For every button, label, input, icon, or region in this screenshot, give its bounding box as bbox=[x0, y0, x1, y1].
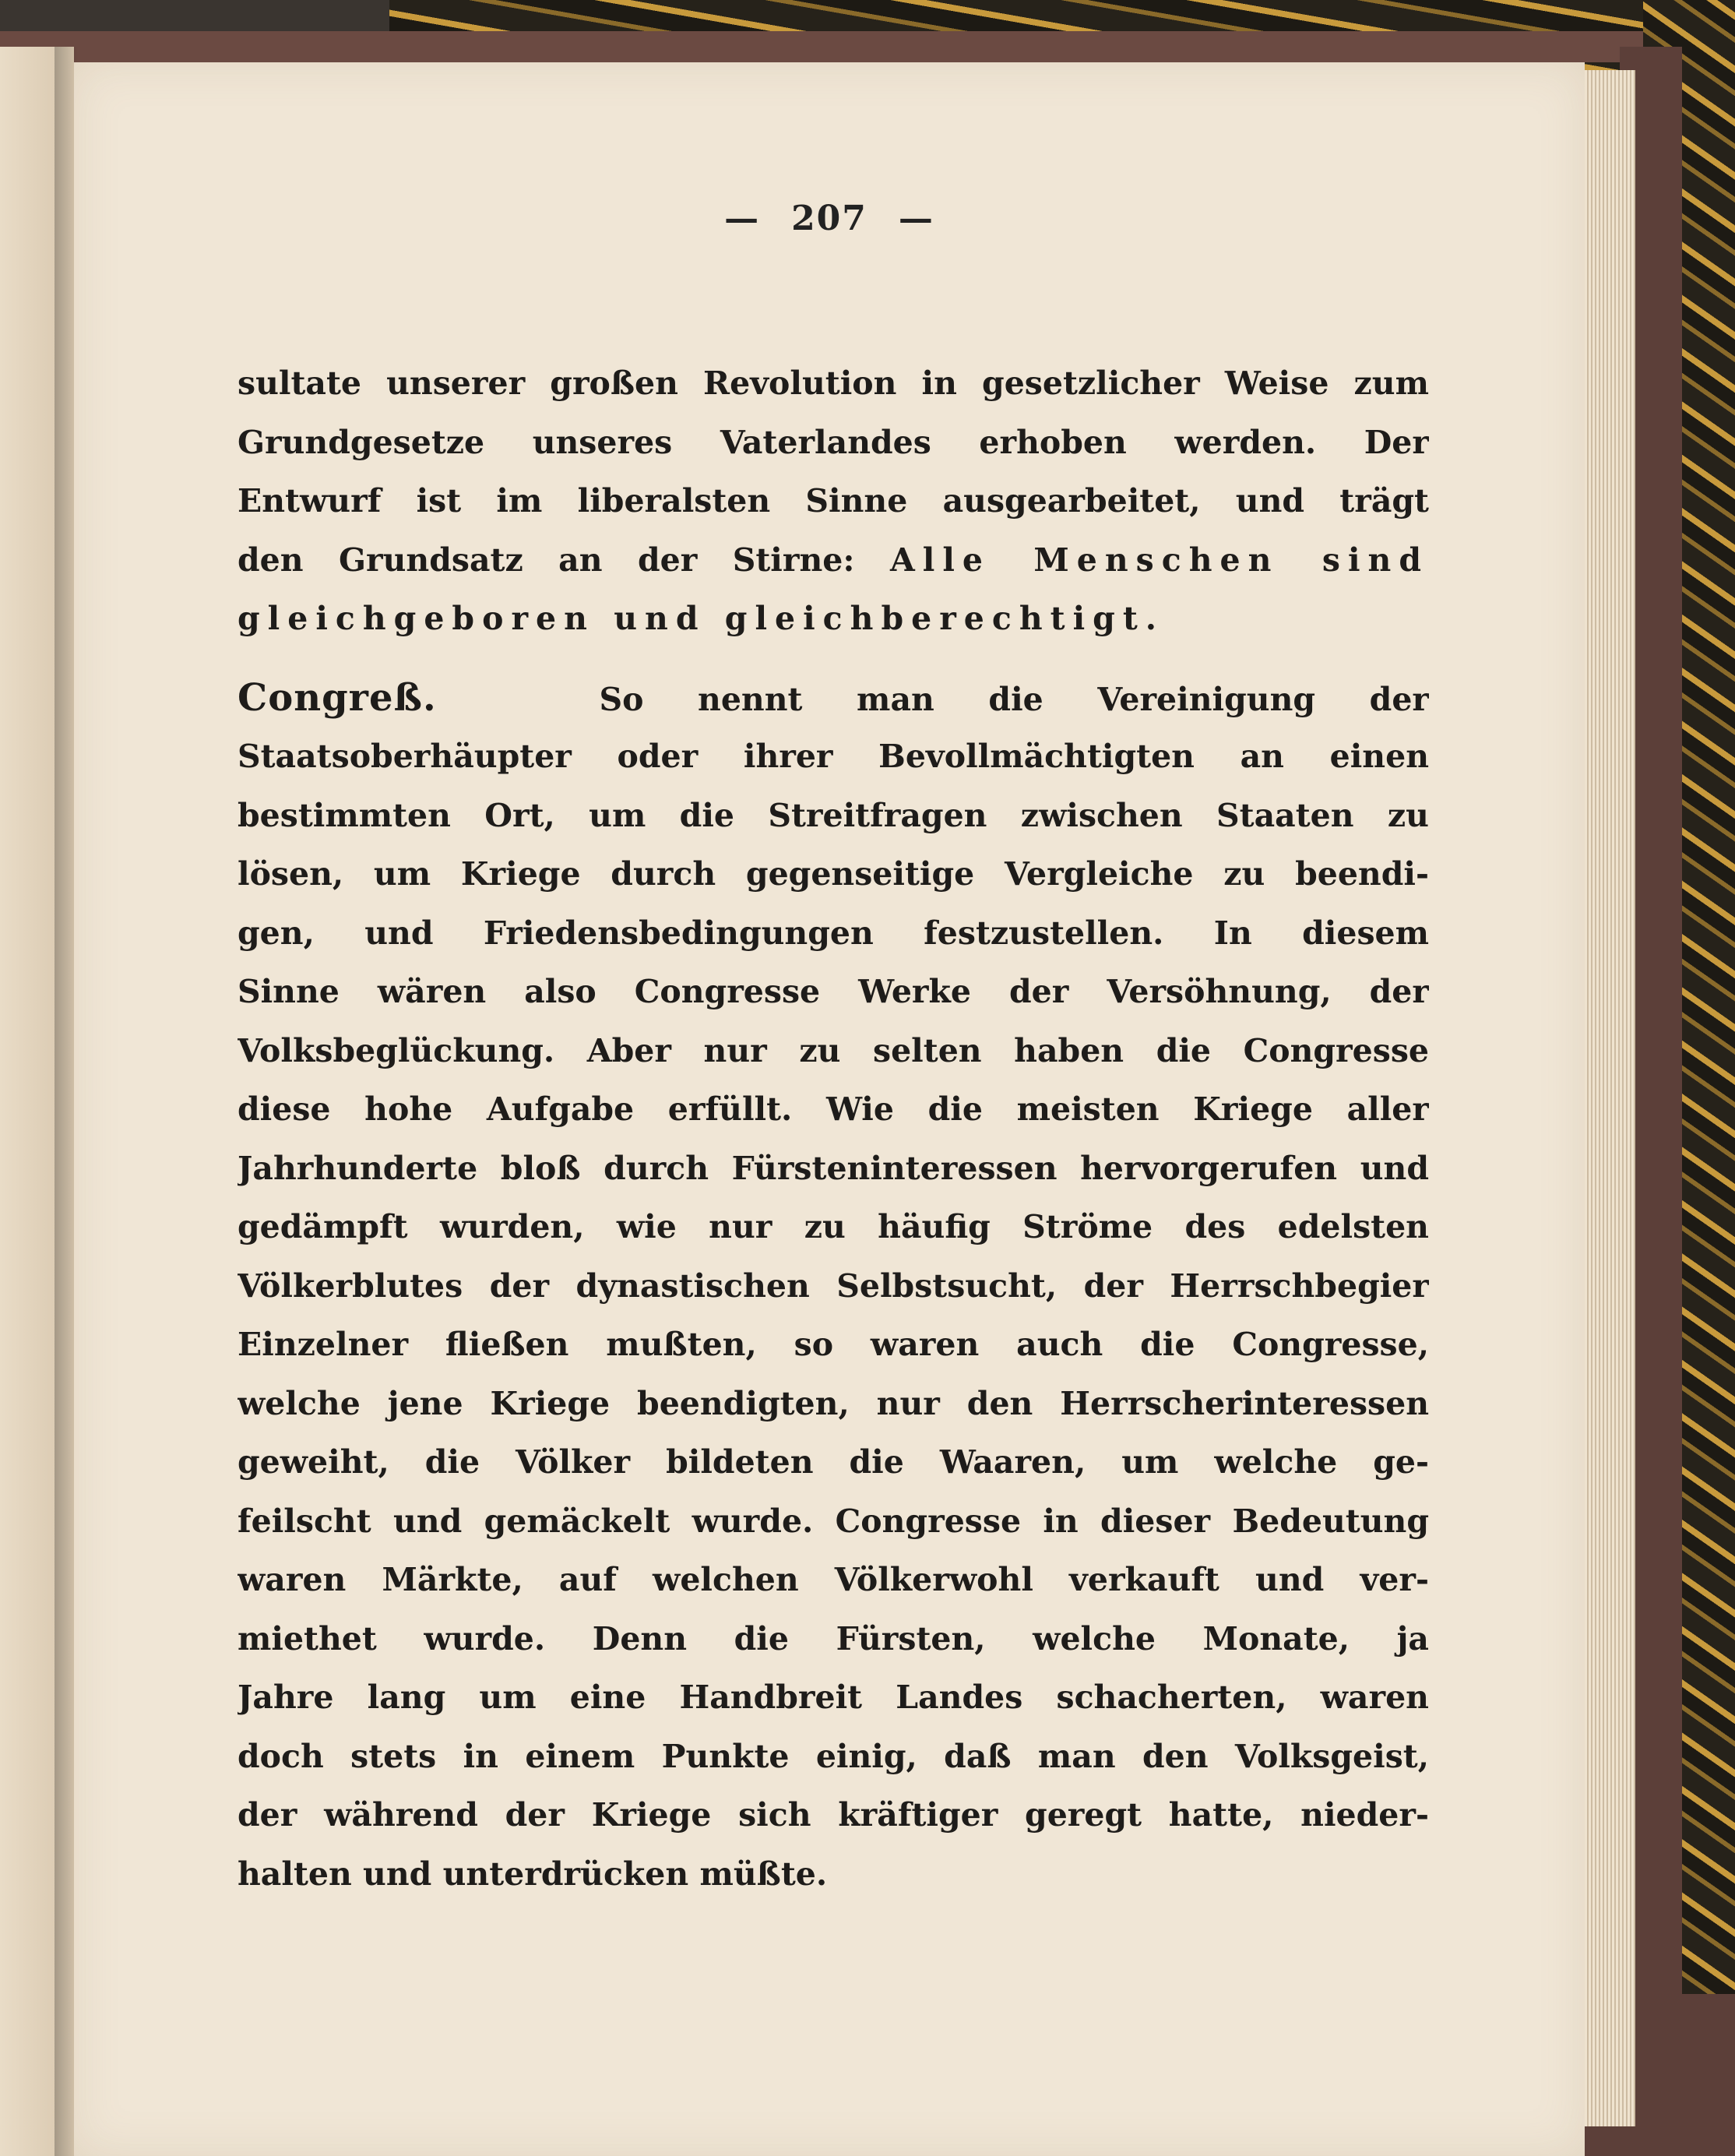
text-line: Jahrhunderte bloß durch Fürsteninteressen hervorgerufen und bbox=[238, 1149, 1429, 1187]
text-line: gen, und Friedensbedingungen festzustellen. In diesem bbox=[238, 914, 1429, 952]
body-text bbox=[238, 354, 1429, 1904]
entry-headword: Congreß. bbox=[238, 675, 437, 720]
emphasized-text-line: gleichgeboren und gleichberechtigt. bbox=[238, 600, 1165, 637]
text-line: Einzelner fließen mußten, so waren auch die Congresse, bbox=[238, 1326, 1429, 1363]
text-line: geweiht, die Völker bildeten die Waaren, um welche ge- bbox=[238, 1443, 1429, 1481]
text-line: Volksbeglückung. Aber nur zu selten haben die Congresse bbox=[238, 1031, 1429, 1069]
book-page bbox=[74, 62, 1585, 2156]
text-line: Staatsoberhäupter oder ihrer Bevollmächtigten an einen bbox=[238, 738, 1429, 775]
page-number bbox=[74, 199, 1585, 238]
text-line: Entwurf ist im liberalsten Sinne ausgearbeitet, und trägt bbox=[238, 482, 1429, 520]
page-number-value: 207 bbox=[791, 199, 868, 238]
text-line: Jahre lang um eine Handbreit Landes schacherten, waren bbox=[238, 1679, 1429, 1716]
text-line: miethet wurde. Denn die Fürsten, welche Monate, ja bbox=[238, 1619, 1429, 1658]
text-line: sultate unserer großen Revolution in gesetzlicher Weise zum bbox=[238, 365, 1429, 402]
folio-dash-right: — bbox=[898, 199, 934, 238]
text-line: welche jene Kriege beendigten, nur den Herrscherinteressen bbox=[238, 1384, 1429, 1422]
text-line bbox=[238, 531, 1429, 590]
page-edges bbox=[1581, 70, 1635, 2126]
leather-spine-edge bbox=[0, 31, 1735, 62]
text-line: Grundgesetze unseres Vaterlandes erhoben werden. Der bbox=[238, 423, 1429, 461]
text-line: Völkerblutes der dynastischen Selbstsucht, der Herrschbegier bbox=[238, 1266, 1429, 1305]
entry-first-line bbox=[238, 669, 1429, 728]
text-line: gedämpft wurden, wie nur zu häufig Ströme des edelsten bbox=[238, 1208, 1429, 1245]
text-line: bestimmten Ort, um die Streitfragen zwischen Staaten zu bbox=[238, 796, 1429, 834]
text-line: doch stets in einem Punkte einig, daß man den Volksgeist, bbox=[238, 1737, 1429, 1775]
text-line: lösen, um Kriege durch gegenseitige Vergleiche zu beendi- bbox=[238, 855, 1429, 893]
text-line: Sinne wären also Congresse Werke der Versöhnung, der bbox=[238, 973, 1429, 1010]
text-segment: So nennt man die Vereinigung der bbox=[599, 680, 1429, 718]
text-line: diese hohe Aufgabe erfüllt. Wie die meisten Kriege aller bbox=[238, 1090, 1429, 1128]
emphasized-text: Alle Menschen sind bbox=[889, 541, 1429, 579]
text-line: feilscht und gemäckelt wurde. Congresse in dieser Bedeutung bbox=[238, 1502, 1429, 1540]
text-line: halten und unterdrücken müßte. bbox=[238, 1855, 828, 1893]
text-line: waren Märkte, auf welchen Völkerwohl verkauft und ver- bbox=[238, 1561, 1429, 1598]
folio-dash-left: — bbox=[724, 199, 761, 238]
text-line: der während der Kriege sich kräftiger geregt hatte, nieder- bbox=[238, 1796, 1429, 1834]
text-segment: den Grundsatz an der Stirne: bbox=[238, 541, 855, 579]
paragraph-gap bbox=[238, 649, 1429, 669]
